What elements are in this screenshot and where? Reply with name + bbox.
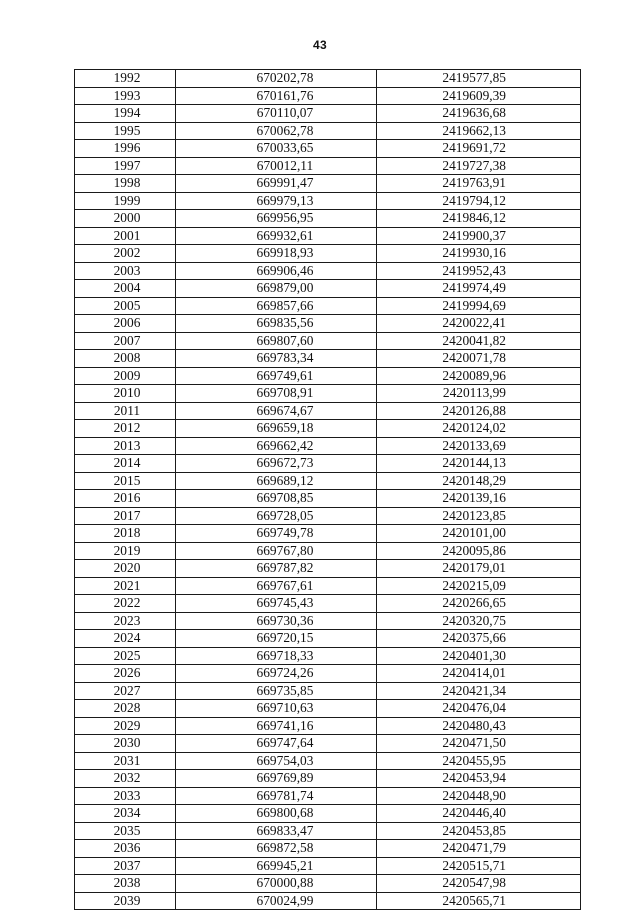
- y-coordinate-cell: 2420471,50: [377, 735, 581, 753]
- y-coordinate-cell: 2420375,66: [377, 630, 581, 648]
- y-coordinate-cell: 2420022,41: [377, 315, 581, 333]
- point-number-cell: 2035: [75, 822, 176, 840]
- x-coordinate-cell: 669956,95: [176, 210, 377, 228]
- x-coordinate-cell: 670033,65: [176, 140, 377, 158]
- table-row: [75, 630, 581, 648]
- point-number-cell: 2007: [75, 332, 176, 350]
- y-coordinate-cell: 2419930,16: [377, 245, 581, 263]
- y-coordinate-cell: 2420179,01: [377, 560, 581, 578]
- table-row: [75, 210, 581, 228]
- x-coordinate-cell: 669720,15: [176, 630, 377, 648]
- y-coordinate-cell: 2420126,88: [377, 402, 581, 420]
- y-coordinate-cell: 2419691,72: [377, 140, 581, 158]
- x-coordinate-cell: 669708,85: [176, 490, 377, 508]
- table-row: [75, 612, 581, 630]
- x-coordinate-cell: 669918,93: [176, 245, 377, 263]
- x-coordinate-cell: 670161,76: [176, 87, 377, 105]
- point-number-cell: 2008: [75, 350, 176, 368]
- x-coordinate-cell: 669659,18: [176, 420, 377, 438]
- point-number-cell: 1996: [75, 140, 176, 158]
- point-number-cell: 2006: [75, 315, 176, 333]
- x-coordinate-cell: 669710,63: [176, 700, 377, 718]
- table-row: [75, 595, 581, 613]
- coordinates-table-container: [74, 69, 580, 910]
- x-coordinate-cell: 669787,82: [176, 560, 377, 578]
- y-coordinate-cell: 2420453,85: [377, 822, 581, 840]
- x-coordinate-cell: 669689,12: [176, 472, 377, 490]
- x-coordinate-cell: 669932,61: [176, 227, 377, 245]
- y-coordinate-cell: 2420320,75: [377, 612, 581, 630]
- y-coordinate-cell: 2420041,82: [377, 332, 581, 350]
- x-coordinate-cell: 670000,88: [176, 875, 377, 893]
- x-coordinate-cell: 669749,61: [176, 367, 377, 385]
- point-number-cell: 2003: [75, 262, 176, 280]
- point-number-cell: 2009: [75, 367, 176, 385]
- point-number-cell: 1995: [75, 122, 176, 140]
- point-number-cell: 2025: [75, 647, 176, 665]
- point-number-cell: 1998: [75, 175, 176, 193]
- y-coordinate-cell: 2420480,43: [377, 717, 581, 735]
- y-coordinate-cell: 2420113,99: [377, 385, 581, 403]
- table-row: [75, 577, 581, 595]
- x-coordinate-cell: 669783,34: [176, 350, 377, 368]
- table-row: [75, 402, 581, 420]
- y-coordinate-cell: 2420471,79: [377, 840, 581, 858]
- table-row: [75, 297, 581, 315]
- x-coordinate-cell: 670024,99: [176, 892, 377, 910]
- point-number-cell: 2033: [75, 787, 176, 805]
- y-coordinate-cell: 2420215,09: [377, 577, 581, 595]
- table-row: [75, 735, 581, 753]
- y-coordinate-cell: 2419900,37: [377, 227, 581, 245]
- table-row: [75, 262, 581, 280]
- x-coordinate-cell: 670110,07: [176, 105, 377, 123]
- table-row: [75, 87, 581, 105]
- table-row: [75, 892, 581, 910]
- y-coordinate-cell: 2420565,71: [377, 892, 581, 910]
- table-row: [75, 192, 581, 210]
- point-number-cell: 2028: [75, 700, 176, 718]
- x-coordinate-cell: 669749,78: [176, 525, 377, 543]
- y-coordinate-cell: 2420101,00: [377, 525, 581, 543]
- table-row: [75, 542, 581, 560]
- x-coordinate-cell: 669708,91: [176, 385, 377, 403]
- point-number-cell: 2013: [75, 437, 176, 455]
- x-coordinate-cell: 669745,43: [176, 595, 377, 613]
- point-number-cell: 2017: [75, 507, 176, 525]
- x-coordinate-cell: 669662,42: [176, 437, 377, 455]
- x-coordinate-cell: 669730,36: [176, 612, 377, 630]
- point-number-cell: 1994: [75, 105, 176, 123]
- table-row: [75, 717, 581, 735]
- point-number-cell: 2034: [75, 805, 176, 823]
- y-coordinate-cell: 2420547,98: [377, 875, 581, 893]
- table-row: [75, 70, 581, 88]
- table-row: [75, 455, 581, 473]
- table-row: [75, 490, 581, 508]
- table-row: [75, 140, 581, 158]
- table-row: [75, 315, 581, 333]
- table-row: [75, 157, 581, 175]
- point-number-cell: 2016: [75, 490, 176, 508]
- point-number-cell: 2015: [75, 472, 176, 490]
- point-number-cell: 2024: [75, 630, 176, 648]
- point-number-cell: 2002: [75, 245, 176, 263]
- y-coordinate-cell: 2420448,90: [377, 787, 581, 805]
- coordinates-table: [74, 69, 581, 910]
- x-coordinate-cell: 669991,47: [176, 175, 377, 193]
- y-coordinate-cell: 2420476,04: [377, 700, 581, 718]
- y-coordinate-cell: 2420266,65: [377, 595, 581, 613]
- x-coordinate-cell: 669769,89: [176, 770, 377, 788]
- table-row: [75, 367, 581, 385]
- y-coordinate-cell: 2420515,71: [377, 857, 581, 875]
- x-coordinate-cell: 669879,00: [176, 280, 377, 298]
- x-coordinate-cell: 670062,78: [176, 122, 377, 140]
- y-coordinate-cell: 2419609,39: [377, 87, 581, 105]
- y-coordinate-cell: 2420133,69: [377, 437, 581, 455]
- point-number-cell: 1993: [75, 87, 176, 105]
- table-row: [75, 770, 581, 788]
- point-number-cell: 2027: [75, 682, 176, 700]
- y-coordinate-cell: 2419994,69: [377, 297, 581, 315]
- point-number-cell: 1997: [75, 157, 176, 175]
- x-coordinate-cell: 669835,56: [176, 315, 377, 333]
- x-coordinate-cell: 669807,60: [176, 332, 377, 350]
- x-coordinate-cell: 669906,46: [176, 262, 377, 280]
- x-coordinate-cell: 670202,78: [176, 70, 377, 88]
- x-coordinate-cell: 669857,66: [176, 297, 377, 315]
- y-coordinate-cell: 2420123,85: [377, 507, 581, 525]
- x-coordinate-cell: 669767,61: [176, 577, 377, 595]
- x-coordinate-cell: 669718,33: [176, 647, 377, 665]
- x-coordinate-cell: 669833,47: [176, 822, 377, 840]
- y-coordinate-cell: 2419727,38: [377, 157, 581, 175]
- x-coordinate-cell: 670012,11: [176, 157, 377, 175]
- x-coordinate-cell: 669741,16: [176, 717, 377, 735]
- x-coordinate-cell: 669800,68: [176, 805, 377, 823]
- coordinates-table-body: [75, 70, 581, 910]
- table-row: [75, 350, 581, 368]
- point-number-cell: 2005: [75, 297, 176, 315]
- y-coordinate-cell: 2420095,86: [377, 542, 581, 560]
- x-coordinate-cell: 669747,64: [176, 735, 377, 753]
- table-row: [75, 857, 581, 875]
- y-coordinate-cell: 2420139,16: [377, 490, 581, 508]
- y-coordinate-cell: 2419577,85: [377, 70, 581, 88]
- table-row: [75, 175, 581, 193]
- point-number-cell: 2011: [75, 402, 176, 420]
- y-coordinate-cell: 2420144,13: [377, 455, 581, 473]
- table-row: [75, 437, 581, 455]
- table-row: [75, 805, 581, 823]
- y-coordinate-cell: 2420401,30: [377, 647, 581, 665]
- table-row: [75, 560, 581, 578]
- point-number-cell: 2022: [75, 595, 176, 613]
- table-row: [75, 245, 581, 263]
- table-row: [75, 227, 581, 245]
- point-number-cell: 2018: [75, 525, 176, 543]
- y-coordinate-cell: 2419794,12: [377, 192, 581, 210]
- point-number-cell: 2031: [75, 752, 176, 770]
- y-coordinate-cell: 2419662,13: [377, 122, 581, 140]
- point-number-cell: 2026: [75, 665, 176, 683]
- point-number-cell: 2030: [75, 735, 176, 753]
- y-coordinate-cell: 2419974,49: [377, 280, 581, 298]
- x-coordinate-cell: 669767,80: [176, 542, 377, 560]
- point-number-cell: 2038: [75, 875, 176, 893]
- x-coordinate-cell: 669945,21: [176, 857, 377, 875]
- point-number-cell: 2023: [75, 612, 176, 630]
- table-row: [75, 840, 581, 858]
- y-coordinate-cell: 2419846,12: [377, 210, 581, 228]
- x-coordinate-cell: 669735,85: [176, 682, 377, 700]
- point-number-cell: 2039: [75, 892, 176, 910]
- x-coordinate-cell: 669724,26: [176, 665, 377, 683]
- point-number-cell: 2020: [75, 560, 176, 578]
- point-number-cell: 1992: [75, 70, 176, 88]
- point-number-cell: 1999: [75, 192, 176, 210]
- y-coordinate-cell: 2420089,96: [377, 367, 581, 385]
- x-coordinate-cell: 669781,74: [176, 787, 377, 805]
- table-row: [75, 472, 581, 490]
- table-row: [75, 787, 581, 805]
- x-coordinate-cell: 669872,58: [176, 840, 377, 858]
- point-number-cell: 2021: [75, 577, 176, 595]
- table-row: [75, 647, 581, 665]
- point-number-cell: 2000: [75, 210, 176, 228]
- table-row: [75, 280, 581, 298]
- x-coordinate-cell: 669979,13: [176, 192, 377, 210]
- x-coordinate-cell: 669728,05: [176, 507, 377, 525]
- y-coordinate-cell: 2420455,95: [377, 752, 581, 770]
- table-row: [75, 332, 581, 350]
- table-row: [75, 752, 581, 770]
- y-coordinate-cell: 2420414,01: [377, 665, 581, 683]
- x-coordinate-cell: 669754,03: [176, 752, 377, 770]
- point-number-cell: 2012: [75, 420, 176, 438]
- table-row: [75, 665, 581, 683]
- x-coordinate-cell: 669674,67: [176, 402, 377, 420]
- point-number-cell: 2029: [75, 717, 176, 735]
- table-row: [75, 875, 581, 893]
- y-coordinate-cell: 2420421,34: [377, 682, 581, 700]
- x-coordinate-cell: 669672,73: [176, 455, 377, 473]
- page-number: 43: [313, 38, 327, 52]
- table-row: [75, 700, 581, 718]
- table-row: [75, 525, 581, 543]
- point-number-cell: 2036: [75, 840, 176, 858]
- table-row: [75, 822, 581, 840]
- table-row: [75, 507, 581, 525]
- y-coordinate-cell: 2420124,02: [377, 420, 581, 438]
- y-coordinate-cell: 2419763,91: [377, 175, 581, 193]
- point-number-cell: 2014: [75, 455, 176, 473]
- table-row: [75, 385, 581, 403]
- point-number-cell: 2001: [75, 227, 176, 245]
- y-coordinate-cell: 2419636,68: [377, 105, 581, 123]
- table-row: [75, 420, 581, 438]
- y-coordinate-cell: 2420071,78: [377, 350, 581, 368]
- y-coordinate-cell: 2420148,29: [377, 472, 581, 490]
- y-coordinate-cell: 2419952,43: [377, 262, 581, 280]
- point-number-cell: 2010: [75, 385, 176, 403]
- point-number-cell: 2004: [75, 280, 176, 298]
- point-number-cell: 2032: [75, 770, 176, 788]
- point-number-cell: 2037: [75, 857, 176, 875]
- y-coordinate-cell: 2420446,40: [377, 805, 581, 823]
- y-coordinate-cell: 2420453,94: [377, 770, 581, 788]
- point-number-cell: 2019: [75, 542, 176, 560]
- table-row: [75, 682, 581, 700]
- table-row: [75, 105, 581, 123]
- table-row: [75, 122, 581, 140]
